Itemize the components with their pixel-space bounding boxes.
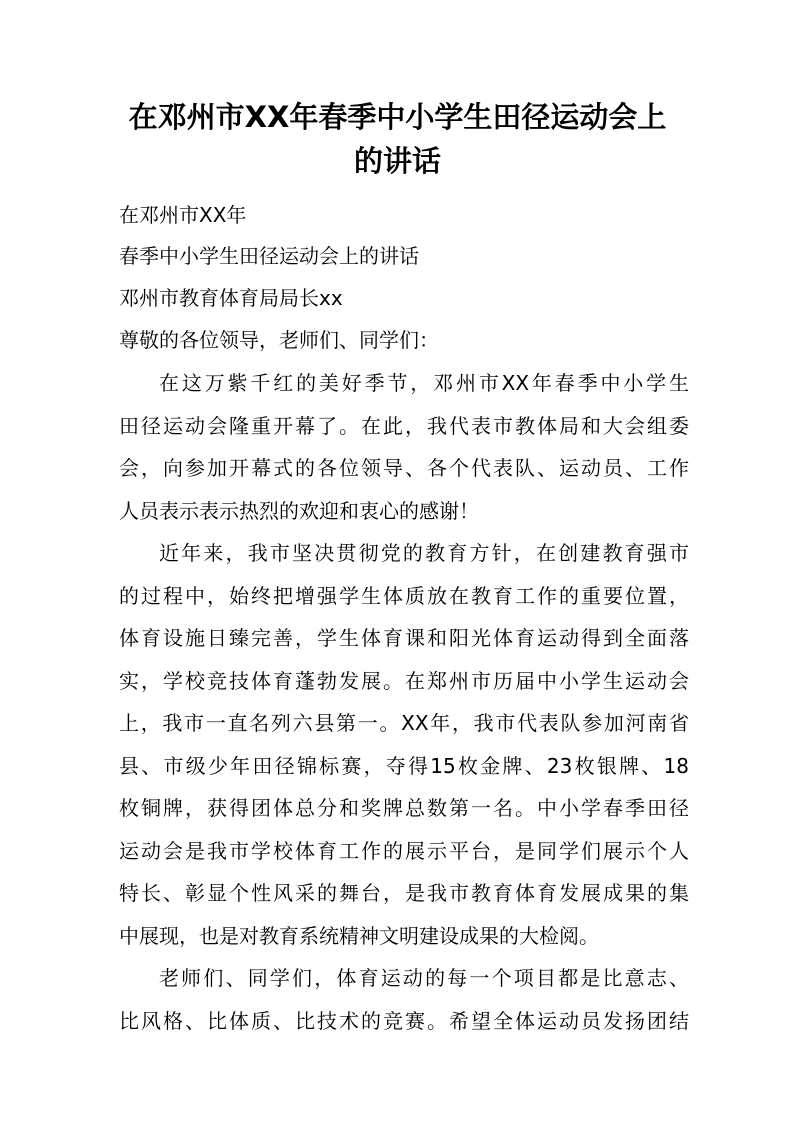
header-line: 邓州市教育体育局局长xx bbox=[119, 286, 343, 310]
salutation: 尊敬的各位领导，老师们、同学们： bbox=[119, 328, 439, 352]
paragraph-line: 实，学校竞技体育蓬勃发展。在郑州市历届中小学生运动会 bbox=[119, 669, 689, 693]
document-title-line-2: 的讲话 bbox=[353, 144, 441, 178]
paragraph-line: 人员表示表示热烈的欢迎和衷心的感谢！ bbox=[119, 499, 479, 523]
paragraph-line: 上，我市一直名列六县第一。XX年，我市代表队参加河南省 bbox=[119, 711, 689, 735]
header-line: 春季中小学生田径运动会上的讲话 bbox=[119, 244, 419, 268]
paragraph-line: 中展现，也是对教育系统精神文明建设成果的大检阅。 bbox=[119, 924, 599, 948]
paragraph-line: 比风格、比体质、比技术的竞赛。希望全体运动员发扬团结 bbox=[119, 1009, 689, 1033]
document-title-line-1: 在邓州市XX年春季中小学生田径运动会上 bbox=[128, 100, 667, 134]
paragraph-line: 会，向参加开幕式的各位领导、各个代表队、运动员、工作 bbox=[119, 456, 689, 480]
paragraph-line: 近年来，我市坚决贯彻党的教育方针，在创建教育强市 bbox=[159, 541, 689, 565]
paragraph-line: 枚铜牌，获得团体总分和奖牌总数第一名。中小学春季田径 bbox=[119, 796, 689, 820]
paragraph-line: 在这万紫千红的美好季节，邓州市XX年春季中小学生 bbox=[159, 371, 689, 395]
paragraph-line: 特长、彰显个性风采的舞台，是我市教育体育发展成果的集 bbox=[119, 881, 689, 905]
paragraph-line: 老师们、同学们，体育运动的每一个项目都是比意志、 bbox=[159, 966, 689, 990]
paragraph-line: 田径运动会隆重开幕了。在此，我代表市教体局和大会组委 bbox=[119, 414, 689, 438]
header-line: 在邓州市XX年 bbox=[119, 203, 247, 227]
paragraph-line: 县、市级少年田径锦标赛，夺得15枚金牌、23枚银牌、18 bbox=[119, 754, 689, 778]
paragraph-line: 的过程中，始终把增强学生体质放在教育工作的重要位置， bbox=[119, 584, 689, 608]
paragraph-line: 运动会是我市学校体育工作的展示平台，是同学们展示个人 bbox=[119, 839, 689, 863]
paragraph-line: 体育设施日臻完善，学生体育课和阳光体育运动得到全面落 bbox=[119, 626, 689, 650]
